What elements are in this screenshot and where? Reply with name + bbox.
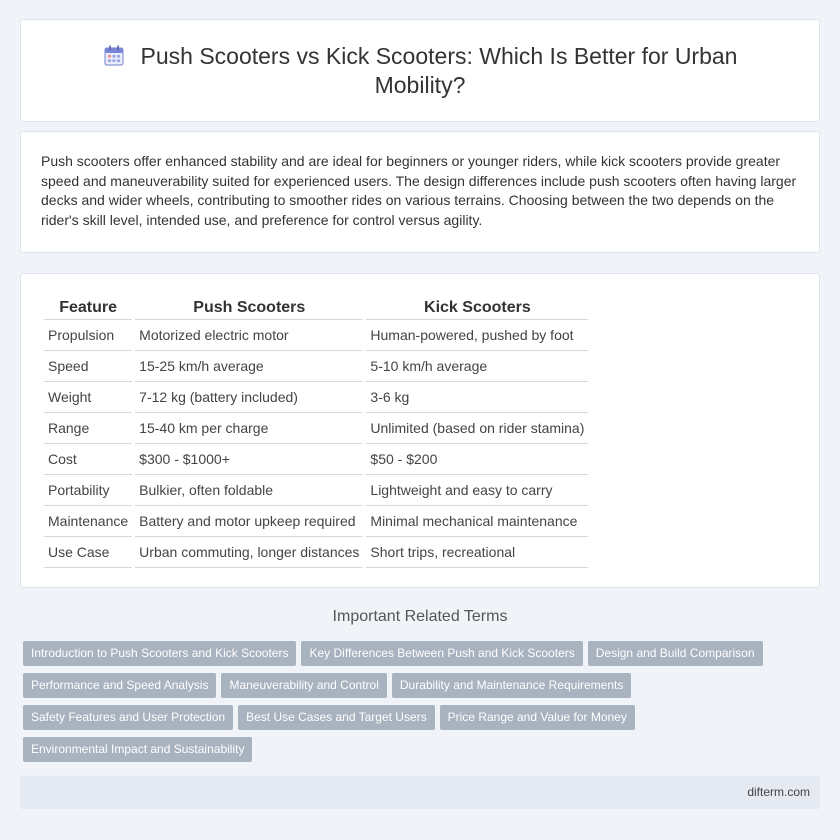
related-term-tag[interactable]: Environmental Impact and Sustainability [23, 737, 252, 762]
kick-cell: Short trips, recreational [366, 537, 588, 568]
comparison-table [41, 294, 591, 568]
related-term-tag[interactable]: Durability and Maintenance Requirements [392, 673, 631, 698]
push-cell: Urban commuting, longer distances [135, 537, 363, 568]
kick-cell: Minimal mechanical maintenance [366, 506, 588, 537]
related-term-tag[interactable]: Key Differences Between Push and Kick Scooters [301, 641, 582, 666]
feature-cell: Speed [44, 351, 132, 382]
push-cell: Bulkier, often foldable [135, 475, 363, 506]
table-row [44, 351, 588, 382]
push-cell: 15-25 km/h average [135, 351, 363, 382]
related-terms-heading: Important Related Terms [332, 608, 508, 625]
related-term-tag[interactable]: Design and Build Comparison [588, 641, 763, 666]
push-cell: 7-12 kg (battery included) [135, 382, 363, 413]
table-row [44, 413, 588, 444]
table-row [44, 475, 588, 506]
title-card [20, 19, 820, 122]
feature-cell: Use Case [44, 537, 132, 568]
table-row [44, 506, 588, 537]
feature-cell: Range [44, 413, 132, 444]
kick-cell: $50 - $200 [366, 444, 588, 475]
feature-cell: Maintenance [44, 506, 132, 537]
intro-card [20, 131, 820, 253]
intro-paragraph: Push scooters offer enhanced stability and are ideal for beginners or younger riders, while kick scooters provide greater speed and maneuverability suited for experienced users. The design differences include push scooters often having larger decks and wider wheels, contributing to smoother rides on various terrains. Choosing between the two depends on the rider's skill level, intended use, and preference for control versus agility. [41, 153, 797, 228]
table-row [44, 537, 588, 568]
related-terms-list [20, 640, 820, 768]
related-term-tag[interactable]: Price Range and Value for Money [440, 705, 635, 730]
header-feature: Feature [44, 294, 132, 320]
kick-cell: Lightweight and easy to carry [366, 475, 588, 506]
related-term-tag[interactable]: Introduction to Push Scooters and Kick Scooters [23, 641, 296, 666]
comparison-card [20, 273, 820, 588]
title-wrap [21, 20, 819, 121]
push-cell: Battery and motor upkeep required [135, 506, 363, 537]
feature-cell: Weight [44, 382, 132, 413]
related-term-tag[interactable]: Best Use Cases and Target Users [238, 705, 435, 730]
push-cell: Motorized electric motor [135, 320, 363, 351]
table-row [44, 444, 588, 475]
calendar-icon [103, 45, 125, 67]
kick-cell: Human-powered, pushed by foot [366, 320, 588, 351]
table-row [44, 320, 588, 351]
feature-cell: Cost [44, 444, 132, 475]
header-kick-scooters: Kick Scooters [366, 294, 588, 320]
feature-cell: Propulsion [44, 320, 132, 351]
push-cell: $300 - $1000+ [135, 444, 363, 475]
kick-cell: Unlimited (based on rider stamina) [366, 413, 588, 444]
kick-cell: 5-10 km/h average [366, 351, 588, 382]
page-title [81, 42, 759, 100]
footer [20, 776, 820, 809]
related-term-tag[interactable]: Safety Features and User Protection [23, 705, 233, 730]
kick-cell: 3-6 kg [366, 382, 588, 413]
related-term-tag[interactable]: Performance and Speed Analysis [23, 673, 216, 698]
table-header-row [44, 294, 588, 320]
feature-cell: Portability [44, 475, 132, 506]
push-cell: 15-40 km per charge [135, 413, 363, 444]
page-title-text: Push Scooters vs Kick Scooters: Which Is Better for Urban Mobility? [140, 42, 738, 98]
table-row [44, 382, 588, 413]
footer-site-link[interactable]: difterm.com [747, 785, 810, 799]
header-push-scooters: Push Scooters [135, 294, 363, 320]
related-term-tag[interactable]: Maneuverability and Control [221, 673, 386, 698]
